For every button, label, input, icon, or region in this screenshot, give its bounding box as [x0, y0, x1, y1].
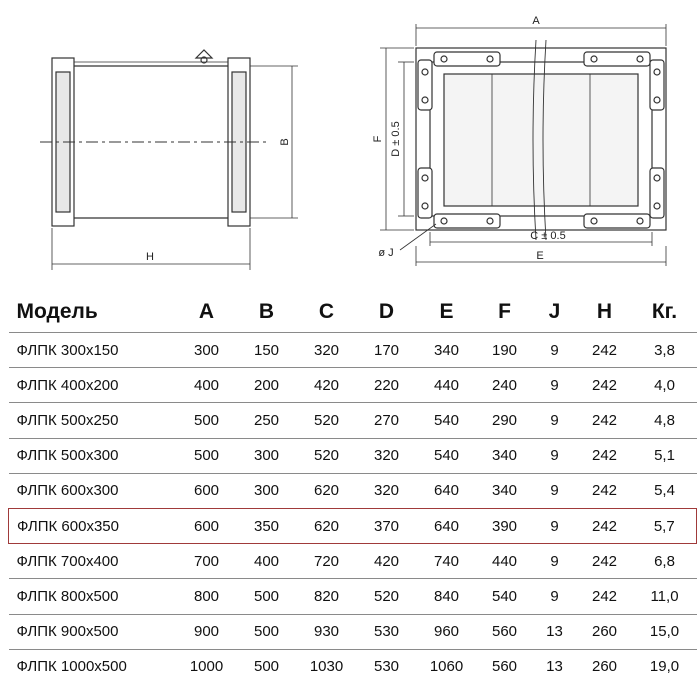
spec-table	[8, 292, 697, 684]
cell-value: 340	[417, 333, 477, 368]
cell-value: 370	[357, 508, 417, 543]
header-d: D	[378, 300, 395, 323]
header-f: F	[498, 300, 511, 323]
cell-value: 15,0	[633, 614, 697, 649]
table-row	[9, 544, 697, 579]
cell-value: 9	[533, 368, 577, 403]
cell-value: 400	[177, 368, 237, 403]
cell-value: 540	[477, 579, 533, 614]
dim-j-label: ø J	[378, 247, 394, 259]
cell-value: 530	[357, 614, 417, 649]
cell-value: 560	[477, 614, 533, 649]
dim-b-label: B	[279, 138, 291, 146]
cell-value: 260	[577, 649, 633, 684]
dim-f-label: F	[372, 135, 384, 143]
cell-value: 242	[577, 368, 633, 403]
dim-d-label: D ± 0.5	[390, 121, 402, 157]
cell-model: ФЛПК 1000x500	[9, 649, 177, 684]
cell-value: 5,7	[633, 508, 697, 543]
cell-value: 620	[297, 473, 357, 508]
cell-value: 3,8	[633, 333, 697, 368]
cell-value: 540	[417, 438, 477, 473]
cell-value: 242	[577, 508, 633, 543]
cell-value: 440	[491, 552, 518, 570]
cell-value: 500	[177, 438, 237, 473]
cell-value: 900	[177, 614, 237, 649]
front-view	[380, 24, 666, 266]
table-row	[9, 333, 697, 368]
cell-value: 320	[357, 438, 417, 473]
cell-value: 9	[533, 473, 577, 508]
cell-value: 9	[533, 579, 577, 614]
cell-value: 6,8	[654, 552, 675, 570]
cell-model: ФЛПК 900x500	[9, 614, 177, 649]
cell-value: 242	[577, 333, 633, 368]
cell-value: 242	[591, 552, 618, 570]
cell-value: 242	[577, 473, 633, 508]
cell-value: 620	[297, 508, 357, 543]
cell-model: ФЛПК 700x400	[16, 552, 119, 570]
header-c: C	[318, 300, 335, 323]
header-кг: Кг.	[651, 300, 678, 323]
cell-value: 340	[477, 438, 533, 473]
cell-value: 242	[577, 403, 633, 438]
table-header	[9, 292, 697, 333]
cell-model: ФЛПК 800x500	[9, 579, 177, 614]
table-row	[9, 614, 697, 649]
cell-value: 400	[253, 552, 280, 570]
cell-value: 520	[297, 403, 357, 438]
cell-value: 440	[417, 368, 477, 403]
cell-value: 640	[417, 473, 477, 508]
cell-value: 930	[297, 614, 357, 649]
table-row	[9, 438, 697, 473]
cell-value: 9	[550, 552, 559, 570]
cell-value: 600	[177, 508, 237, 543]
cell-model: ФЛПК 300x150	[9, 333, 177, 368]
header-b: B	[258, 300, 275, 323]
cell-value: 320	[357, 473, 417, 508]
cell-value: 9	[533, 438, 577, 473]
cell-value: 340	[477, 473, 533, 508]
cell-value: 600	[177, 473, 237, 508]
cell-value: 11,0	[633, 579, 697, 614]
cell-value: 960	[417, 614, 477, 649]
cell-value: 800	[177, 579, 237, 614]
cell-model: ФЛПК 600x350	[9, 508, 177, 543]
cell-value: 390	[477, 508, 533, 543]
cell-value: 5,1	[633, 438, 697, 473]
cell-model: ФЛПК 500x250	[9, 403, 177, 438]
cell-value: 840	[417, 579, 477, 614]
cell-value: 530	[357, 649, 417, 684]
table-row	[9, 649, 697, 684]
cell-model: ФЛПК 500x300	[9, 438, 177, 473]
cell-value: 320	[297, 333, 357, 368]
cell-value: 260	[577, 614, 633, 649]
cell-value: 720	[313, 552, 340, 570]
cell-value: 170	[357, 333, 417, 368]
cell-value: 4,8	[633, 403, 697, 438]
cell-value: 200	[237, 368, 297, 403]
cell-value: 1060	[417, 649, 477, 684]
header-model: Модель	[16, 300, 98, 323]
cell-value: 13	[533, 614, 577, 649]
cell-value: 9	[533, 403, 577, 438]
dim-a-label: A	[532, 15, 540, 27]
cell-value: 350	[237, 508, 297, 543]
cell-value: 13	[533, 649, 577, 684]
cell-value: 242	[577, 438, 633, 473]
cell-value: 4,0	[633, 368, 697, 403]
cell-value: 242	[577, 579, 633, 614]
cell-value: 640	[417, 508, 477, 543]
cell-value: 520	[297, 438, 357, 473]
cell-value: 290	[477, 403, 533, 438]
cell-value: 820	[297, 579, 357, 614]
cell-value: 19,0	[633, 649, 697, 684]
cell-value: 1000	[177, 649, 237, 684]
cell-value: 150	[237, 333, 297, 368]
cell-value: 9	[533, 508, 577, 543]
side-view	[40, 50, 298, 270]
dim-c-label: C ± 0.5	[530, 230, 566, 242]
cell-value: 500	[237, 579, 297, 614]
dim-e-label: E	[536, 250, 544, 262]
cell-model: ФЛПК 400x200	[9, 368, 177, 403]
cell-value: 420	[297, 368, 357, 403]
cell-value: 300	[177, 333, 237, 368]
cell-value: 240	[477, 368, 533, 403]
table-row	[9, 473, 697, 508]
cell-value: 740	[433, 552, 460, 570]
cell-value: 520	[357, 579, 417, 614]
header-h: H	[596, 300, 613, 323]
cell-value: 250	[237, 403, 297, 438]
table-row	[9, 368, 697, 403]
header-e: E	[439, 300, 454, 323]
cell-value: 190	[477, 333, 533, 368]
table-row	[9, 403, 697, 438]
cell-value: 540	[417, 403, 477, 438]
cell-value: 700	[193, 552, 220, 570]
technical-drawing	[0, 0, 700, 290]
header-a: A	[198, 300, 215, 323]
cell-value: 5,4	[633, 473, 697, 508]
cell-value: 9	[533, 333, 577, 368]
cell-value: 500	[237, 614, 297, 649]
header-j: J	[548, 300, 561, 323]
cell-value: 300	[237, 473, 297, 508]
cell-value: 300	[237, 438, 297, 473]
cell-value: 560	[477, 649, 533, 684]
cell-value: 500	[237, 649, 297, 684]
cell-value: 270	[357, 403, 417, 438]
cell-value: 500	[177, 403, 237, 438]
cell-model: ФЛПК 600x300	[9, 473, 177, 508]
cell-value: 420	[373, 552, 400, 570]
cell-value: 1030	[297, 649, 357, 684]
table-row	[9, 508, 697, 543]
cell-value: 220	[357, 368, 417, 403]
table-row	[9, 579, 697, 614]
dim-h-label: H	[146, 251, 154, 263]
